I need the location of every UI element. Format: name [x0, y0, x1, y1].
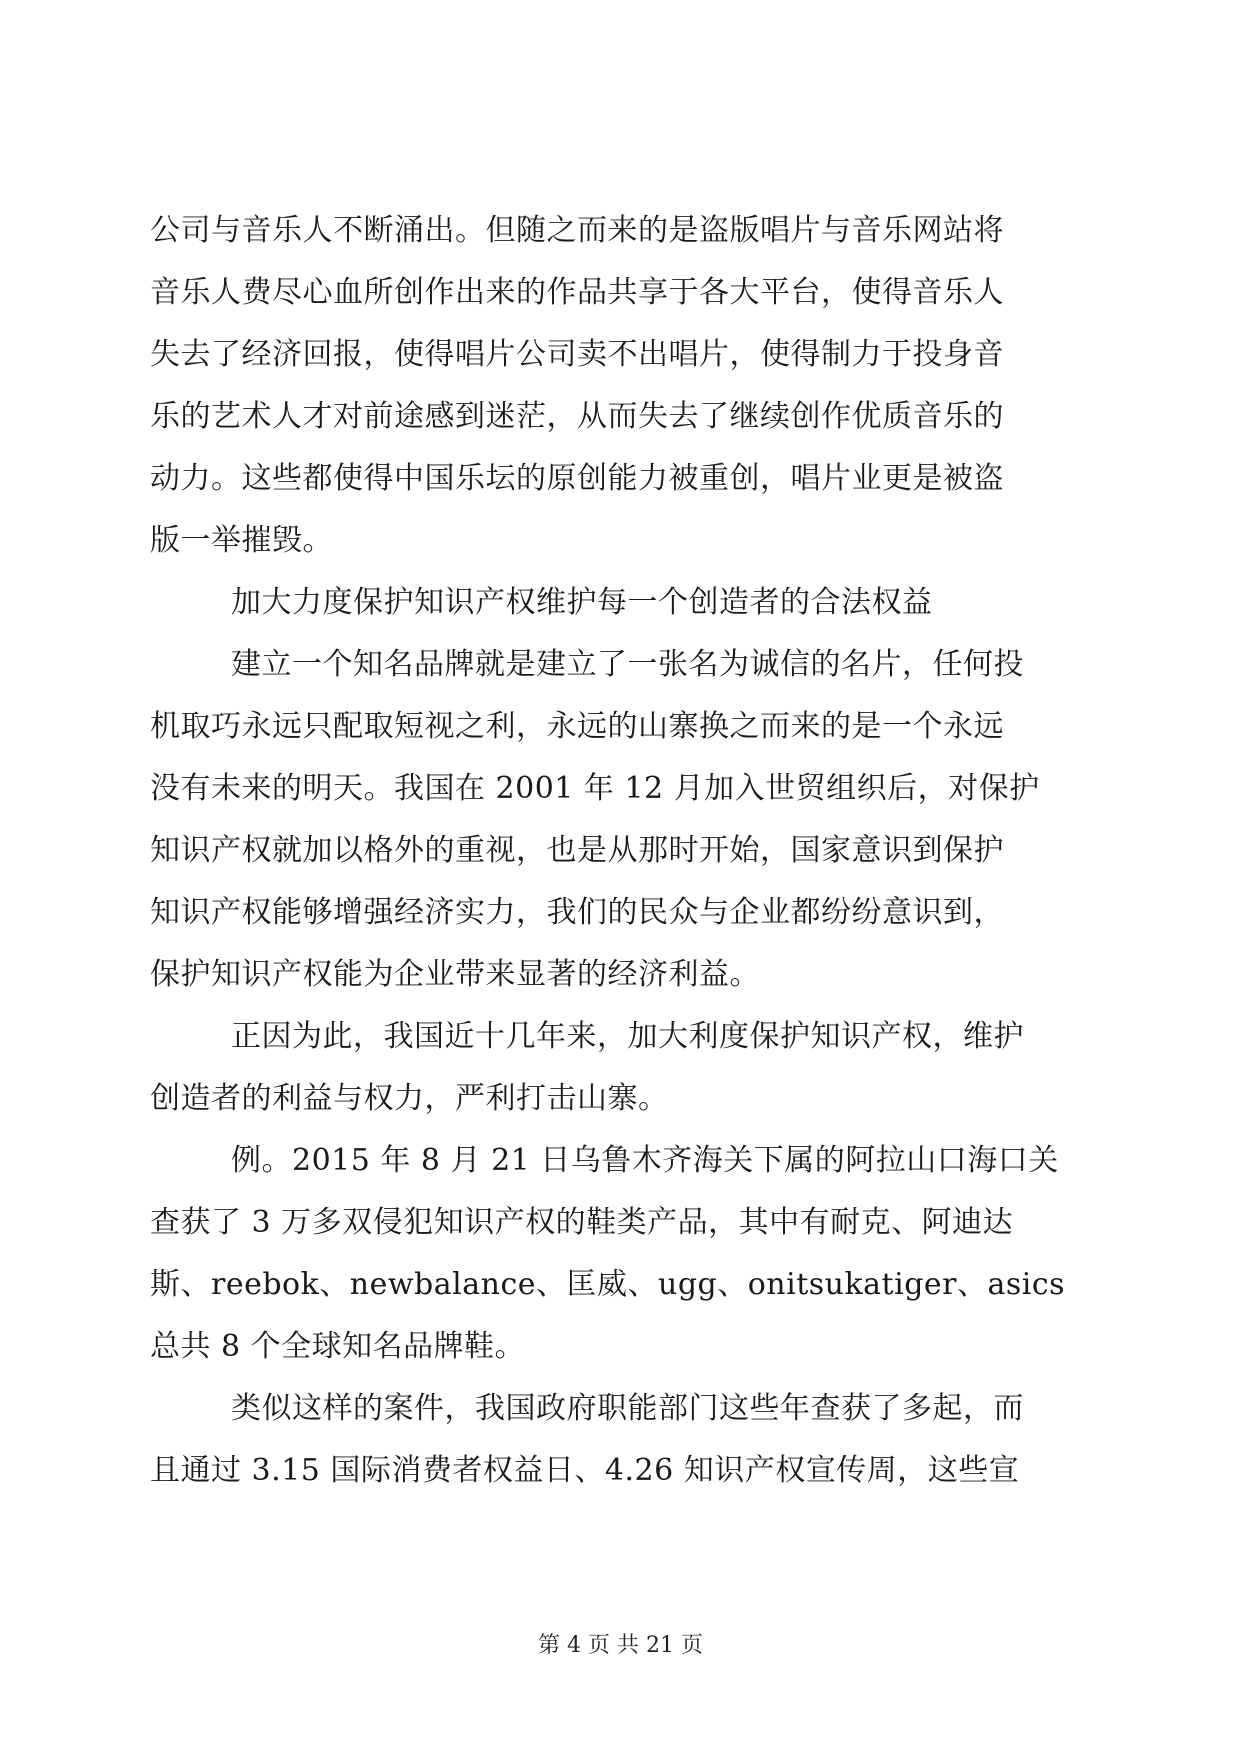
- text-line: 查获了 3 万多双侵犯知识产权的鞋类产品，其中有耐克、阿迪达: [150, 1205, 1014, 1240]
- text-line: 知识产权就加以格外的重视，也是从那时开始，国家意识到保护: [150, 833, 1004, 868]
- text-line: 建立一个知名品牌就是建立了一张名为诚信的名片，任何投: [231, 647, 1024, 682]
- text-line: 总共 8 个全球知名品牌鞋。: [150, 1329, 526, 1364]
- text-line: 音乐人费尽心血所创作出来的作品共享于各大平台，使得音乐人: [150, 275, 1004, 310]
- text-line: 动力。这些都使得中国乐坛的原创能力被重创，唱片业更是被盗: [150, 461, 1004, 496]
- text-line: 乐的艺术人才对前途感到迷茫，从而失去了继续创作优质音乐的: [150, 399, 1004, 434]
- text-line: 正因为此，我国近十几年来，加大利度保护知识产权，维护: [231, 1019, 1024, 1054]
- text-line: 版一举摧毁。: [150, 523, 333, 558]
- text-line: 公司与音乐人不断涌出。但随之而来的是盗版唱片与音乐网站将: [150, 213, 1004, 248]
- page-number-footer: 第 4 页 共 21 页: [538, 1633, 703, 1658]
- text-line: 没有未来的明天。我国在 2001 年 12 月加入世贸组织后，对保护: [150, 771, 1040, 806]
- section-heading: 加大力度保护知识产权维护每一个创造者的合法权益: [231, 585, 933, 620]
- text-line: 类似这样的案件，我国政府职能部门这些年查获了多起，而: [231, 1391, 1024, 1426]
- text-line: 创造者的利益与权力，严利打击山寨。: [150, 1081, 669, 1116]
- text-line: 保护知识产权能为企业带来显著的经济利益。: [150, 957, 760, 992]
- text-line: 斯、reebok、newbalance、匡威、ugg、onitsukatiger、asics: [150, 1267, 1066, 1302]
- text-line: 例。2015 年 8 月 21 日乌鲁木齐海关下属的阿拉山口海口关: [231, 1143, 1059, 1178]
- text-line: 失去了经济回报，使得唱片公司卖不出唱片，使得制力于投身音: [150, 337, 1004, 372]
- text-line: 知识产权能够增强经济实力，我们的民众与企业都纷纷意识到，: [150, 895, 1004, 930]
- text-line: 且通过 3.15 国际消费者权益日、4.26 知识产权宣传周，这些宣: [150, 1453, 1020, 1488]
- text-line: 机取巧永远只配取短视之利，永远的山寨换之而来的是一个永远: [150, 709, 1004, 744]
